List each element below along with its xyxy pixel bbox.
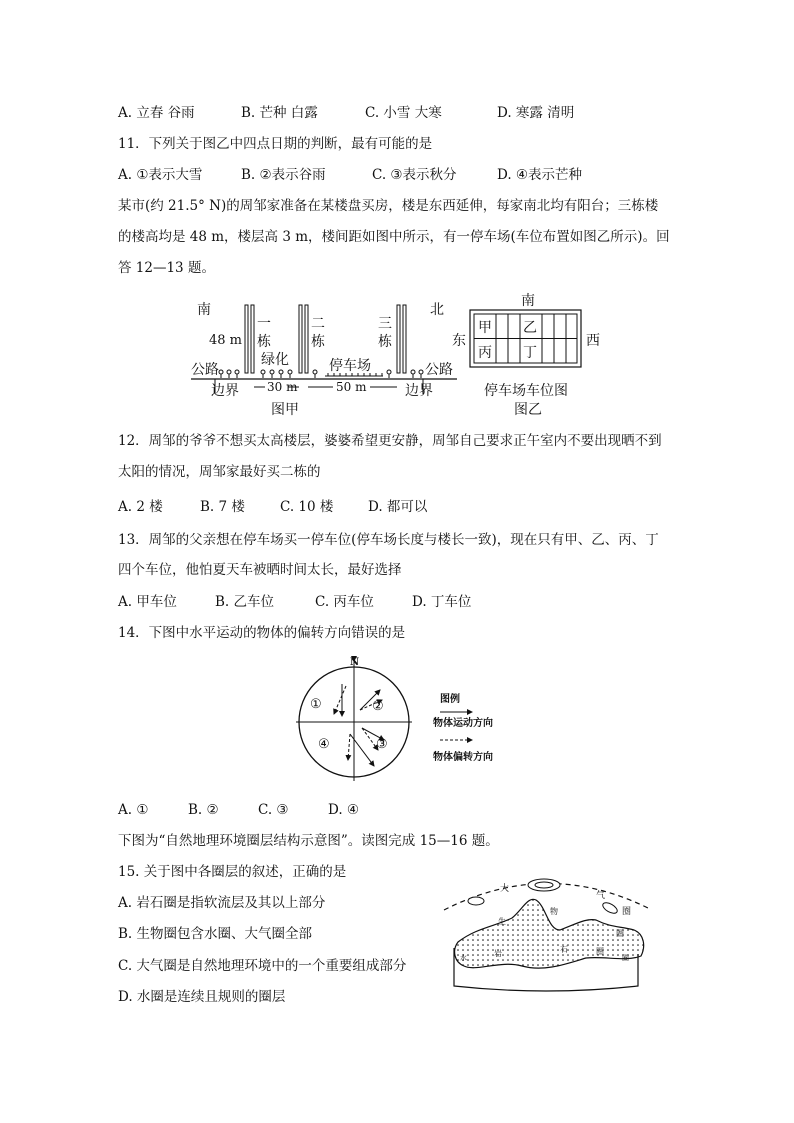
marker-2: ② (372, 699, 384, 714)
intro-12-13-line2: 的楼高均是 48 m，楼层高 3 m，楼间距如图中所示，有一停车场(车位布置如图乙所示)。回 (118, 229, 670, 245)
fig-yi-south: 南 (521, 293, 535, 309)
label-quan-a: 圈 (622, 907, 632, 917)
intro-12-13-line3: 答 12—13 题。 (118, 260, 215, 276)
q14-option-b: B. ② (188, 802, 219, 818)
intro-12-13-line1: 某市(约 21.5° N)的周邹家准备在某楼盘买房，楼是东西延伸，每家南北均有阳台；三栋楼 (118, 198, 659, 214)
road-left-label: 公路 (191, 362, 219, 378)
road-right-label: 公路 (425, 362, 453, 378)
fig-yi-caption: 图乙 (514, 402, 542, 418)
figure-coriolis (290, 656, 520, 784)
q12-option-c: C. 10 楼 (280, 499, 334, 515)
figure-jia (185, 290, 470, 425)
figure-yi (450, 290, 610, 425)
q11-option-a: A. ①表示大雪 (118, 167, 203, 183)
legend-deflect: 物体偏转方向 (433, 752, 493, 763)
north-label: N (350, 657, 360, 668)
building-2 (299, 305, 308, 373)
label-da: 大 (500, 884, 510, 894)
marker-3: ③ (376, 737, 388, 752)
q12-option-a: A. 2 楼 (118, 499, 163, 515)
q14-option-a: A. ① (118, 802, 149, 818)
b3-char1: 三 (378, 316, 392, 332)
q10-option-b: B. 芒种 白露 (241, 105, 318, 121)
trees (219, 370, 423, 378)
coriolis-arrows (334, 684, 384, 766)
fig-yi-title: 停车场车位图 (484, 383, 568, 399)
spot-bing: 丙 (478, 345, 492, 361)
label-quan-c: 圈 (596, 947, 604, 956)
q15-option-a: A. 岩石圈是指软流层及其以上部分 (118, 895, 326, 911)
b3-char2: 栋 (378, 334, 392, 350)
q12-option-b: B. 7 楼 (200, 499, 245, 515)
legend-move: 物体运动方向 (433, 718, 493, 729)
b1-char2: 栋 (257, 334, 271, 350)
q11-option-d: D. ④表示芒种 (497, 167, 583, 183)
q11-option-b: B. ②表示谷雨 (241, 167, 326, 183)
boundary-right-label: 边界 (405, 383, 433, 399)
q12-stem-line2: 太阳的情况，周邹家最好买二栋的 (118, 464, 321, 480)
q10-option-d: D. 寒露 清明 (497, 105, 575, 121)
fig-jia-caption: 图甲 (271, 402, 299, 418)
q10-option-c: C. 小雪 大寒 (365, 105, 442, 121)
fig-yi-east: 东 (452, 333, 466, 349)
q11-option-c: C. ③表示秋分 (372, 167, 457, 183)
marker-1: ① (310, 697, 322, 712)
q14-option-c: C. ③ (258, 802, 289, 818)
label-shi: 石 (560, 945, 568, 954)
label-quan-d: 圈 (622, 954, 629, 962)
building-3 (397, 305, 406, 373)
q15-option-d: D. 水圈是连续且规则的圈层 (118, 989, 286, 1005)
label-quan-b: 圈 (616, 929, 624, 938)
spot-ding: 丁 (523, 345, 537, 361)
b2-char2: 栋 (311, 334, 325, 350)
q10-option-a: A. 立春 谷雨 (118, 105, 195, 121)
b2-char1: 二 (311, 316, 325, 332)
q12-option-d: D. 都可以 (368, 499, 428, 515)
q14-option-d: D. ④ (328, 802, 360, 818)
fig-jia-height: 48 m (209, 333, 243, 348)
parking-label: 停车场 (329, 358, 371, 374)
intro-15-16: 下图为“自然地理环境圈层结构示意图”。读图完成 15—16 题。 (118, 833, 499, 849)
fig-jia-south: 南 (197, 302, 211, 318)
q13-option-a: A. 甲车位 (118, 594, 177, 610)
building-1 (245, 305, 254, 373)
q15-option-b: B. 生物圈包含水圈、大气圈全部 (118, 926, 313, 942)
dist-50m: 50 m (336, 380, 367, 394)
boundary-left-label: 边界 (211, 383, 239, 399)
marker-4: ④ (318, 737, 330, 752)
label-shui: 水 (460, 954, 467, 962)
label-qi: 气 (596, 891, 606, 901)
q13-stem-line2: 四个车位，他怕夏天车被晒时间太长，最好选择 (118, 562, 402, 578)
label-yan: 岩 (494, 949, 502, 958)
dist-30m: 30 m (267, 380, 298, 394)
q15-option-c: C. 大气圈是自然地理环境中的一个重要组成部分 (118, 958, 407, 974)
q13-option-b: B. 乙车位 (215, 594, 275, 610)
fig-jia-north: 北 (430, 302, 444, 318)
q15-stem: 15. 关于图中各圈层的叙述，正确的是 (118, 864, 347, 880)
q11-stem: 11．下列关于图乙中四点日期的判断，最有可能的是 (118, 136, 433, 152)
q14-stem: 14．下图中水平运动的物体的偏转方向错误的是 (118, 625, 406, 641)
spot-jia: 甲 (478, 320, 492, 336)
fig-yi-west: 西 (586, 333, 600, 349)
label-sheng: 生 (498, 917, 506, 926)
q13-option-c: C. 丙车位 (315, 594, 374, 610)
label-wu: 物 (550, 907, 558, 916)
b1-char1: 一 (257, 316, 271, 332)
greening-label: 绿化 (261, 352, 289, 368)
legend-title: 图例 (440, 694, 460, 705)
q13-stem-line1: 13．周邹的父亲想在停车场买一停车位(停车场长度与楼长一致)，现在只有甲、乙、丙、丁 (118, 532, 659, 548)
spot-yi: 乙 (523, 320, 537, 336)
q12-stem-line1: 12．周邹的爷爷不想买太高楼层，婆婆希望更安静，周邹自己要求正午室内不要出现晒不到 (118, 433, 662, 449)
q13-option-d: D. 丁车位 (412, 594, 472, 610)
figure-spheres (436, 868, 666, 1003)
